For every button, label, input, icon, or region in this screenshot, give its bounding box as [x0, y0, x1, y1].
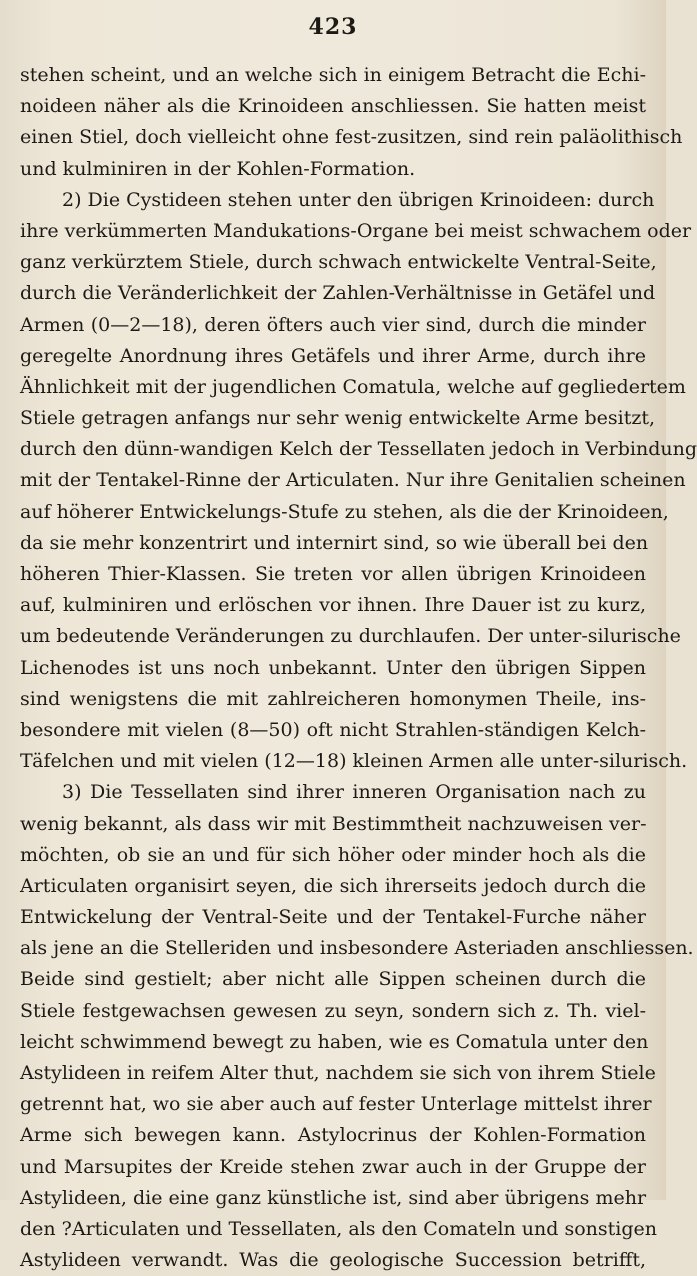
text-line: Stiele festgewachsen gewesen zu seyn, sondern sich z. Th. viel- — [20, 999, 646, 1022]
text-line: Arme sich bewegen kann. Astylocrinus der Kohlen-Formation — [20, 1124, 646, 1147]
text-line: einen Stiel, doch vielleicht ohne fest-zusitzen, sind rein paläolithisch — [20, 126, 683, 149]
text-line: Entwickelung der Ventral-Seite und der Tentakel-Furche näher — [20, 906, 646, 929]
page-number: 423 — [308, 14, 358, 40]
text-line: besondere mit vielen (8—50) oft nicht Strahlen-ständigen Kelch- — [20, 718, 646, 741]
text-line: stehen scheint, und an welche sich in einigem Betracht die Echi- — [20, 64, 646, 86]
text-line: Astylideen verwandt. Was die geologische Succession betrifft, — [20, 1249, 646, 1272]
text-line: ganz verkürztem Stiele, durch schwach entwickelte Ventral-Seite, — [20, 251, 657, 274]
text-line: noideen näher als die Krinoideen anschliessen. Sie hatten meist — [20, 95, 646, 118]
text-line: Lichenodes ist uns noch unbekannt. Unter den übrigen Sippen — [20, 656, 646, 679]
text-line: den ?Articulaten und Tessellaten, als den Comateln und sonstigen — [20, 1217, 658, 1240]
text-line: Armen (0—2—18), deren öfters auch vier sind, durch die minder — [20, 313, 646, 336]
paragraph-start-line: 3) Die Tessellaten sind ihrer inneren Organisation nach zu — [62, 781, 646, 804]
text-line: ihre verkümmerten Mandukations-Organe bei meist schwachem oder — [20, 219, 692, 242]
paragraph-end-line: Täfelchen und mit vielen (12—18) kleinen Armen alle unter-silurisch. — [20, 750, 688, 773]
text-line: und Marsupites der Kreide stehen zwar auch in der Gruppe der — [20, 1155, 646, 1178]
text-line: auf höherer Entwickelungs-Stufe zu stehen, als die der Krinoideen, — [20, 500, 669, 523]
text-line: Astylideen in reifem Alter thut, nachdem sie sich von ihrem Stiele — [20, 1062, 656, 1084]
paragraph-start-line: 2) Die Cystideen stehen unter den übrigen Krinoideen: durch — [62, 188, 655, 211]
text-line: um bedeutende Veränderungen zu durchlaufen. Der unter-silurische — [20, 625, 681, 648]
text-line: Beide sind gestielt; aber nicht alle Sippen scheinen durch die — [20, 968, 646, 991]
text-line: höheren Thier-Klassen. Sie treten vor allen übrigen Krinoideen — [20, 563, 646, 585]
text-line: Articulaten organisirt seyen, die sich ihrerseits jedoch durch die — [20, 874, 646, 897]
text-line: auf, kulminiren und erlöschen vor ihnen. Ihre Dauer ist zu kurz, — [20, 594, 646, 617]
page-body-text — [20, 60, 697, 1276]
text-line: Stiele getragen anfangs nur sehr wenig entwickelte Arme besitzt, — [20, 407, 656, 430]
text-line: möchten, ob sie an und für sich höher oder minder hoch als die — [20, 843, 646, 866]
text-line: geregelte Anordnung ihres Getäfels und ihrer Arme, durch ihre — [20, 344, 646, 367]
text-line: wenig bekannt, als dass wir mit Bestimmtheit nachzuweisen ver- — [20, 812, 647, 835]
text-line: da sie mehr konzentrirt und internirt sind, so wie überall bei den — [20, 531, 649, 554]
text-line: leicht schwimmend bewegt zu haben, wie es Comatula unter den — [20, 1030, 649, 1053]
text-line: Ähnlichkeit mit der jugendlichen Comatula, welche auf gegliedertem — [20, 375, 686, 398]
paragraph-end-line: und kulminiren in der Kohlen-Formation. — [20, 157, 416, 180]
text-line: durch die Veränderlichkeit der Zahlen-Verhältnisse in Getäfel und — [20, 282, 656, 305]
text-line: Astylideen, die eine ganz künstliche ist, sind aber übrigens mehr — [20, 1186, 647, 1209]
text-line: getrennt hat, wo sie aber auch auf fester Unterlage mittelst ihrer — [20, 1093, 652, 1116]
text-line: mit der Tentakel-Rinne der Articulaten. Nur ihre Genitalien scheinen — [20, 469, 686, 492]
text-line: sind wenigstens die mit zahlreicheren homonymen Theile, ins- — [20, 687, 646, 710]
text-line: durch den dünn-wandigen Kelch der Tessellaten jedoch in Verbindung — [20, 438, 697, 461]
text-line: als jene an die Stelleriden und insbesondere Asteriaden anschliessen. — [20, 937, 694, 960]
